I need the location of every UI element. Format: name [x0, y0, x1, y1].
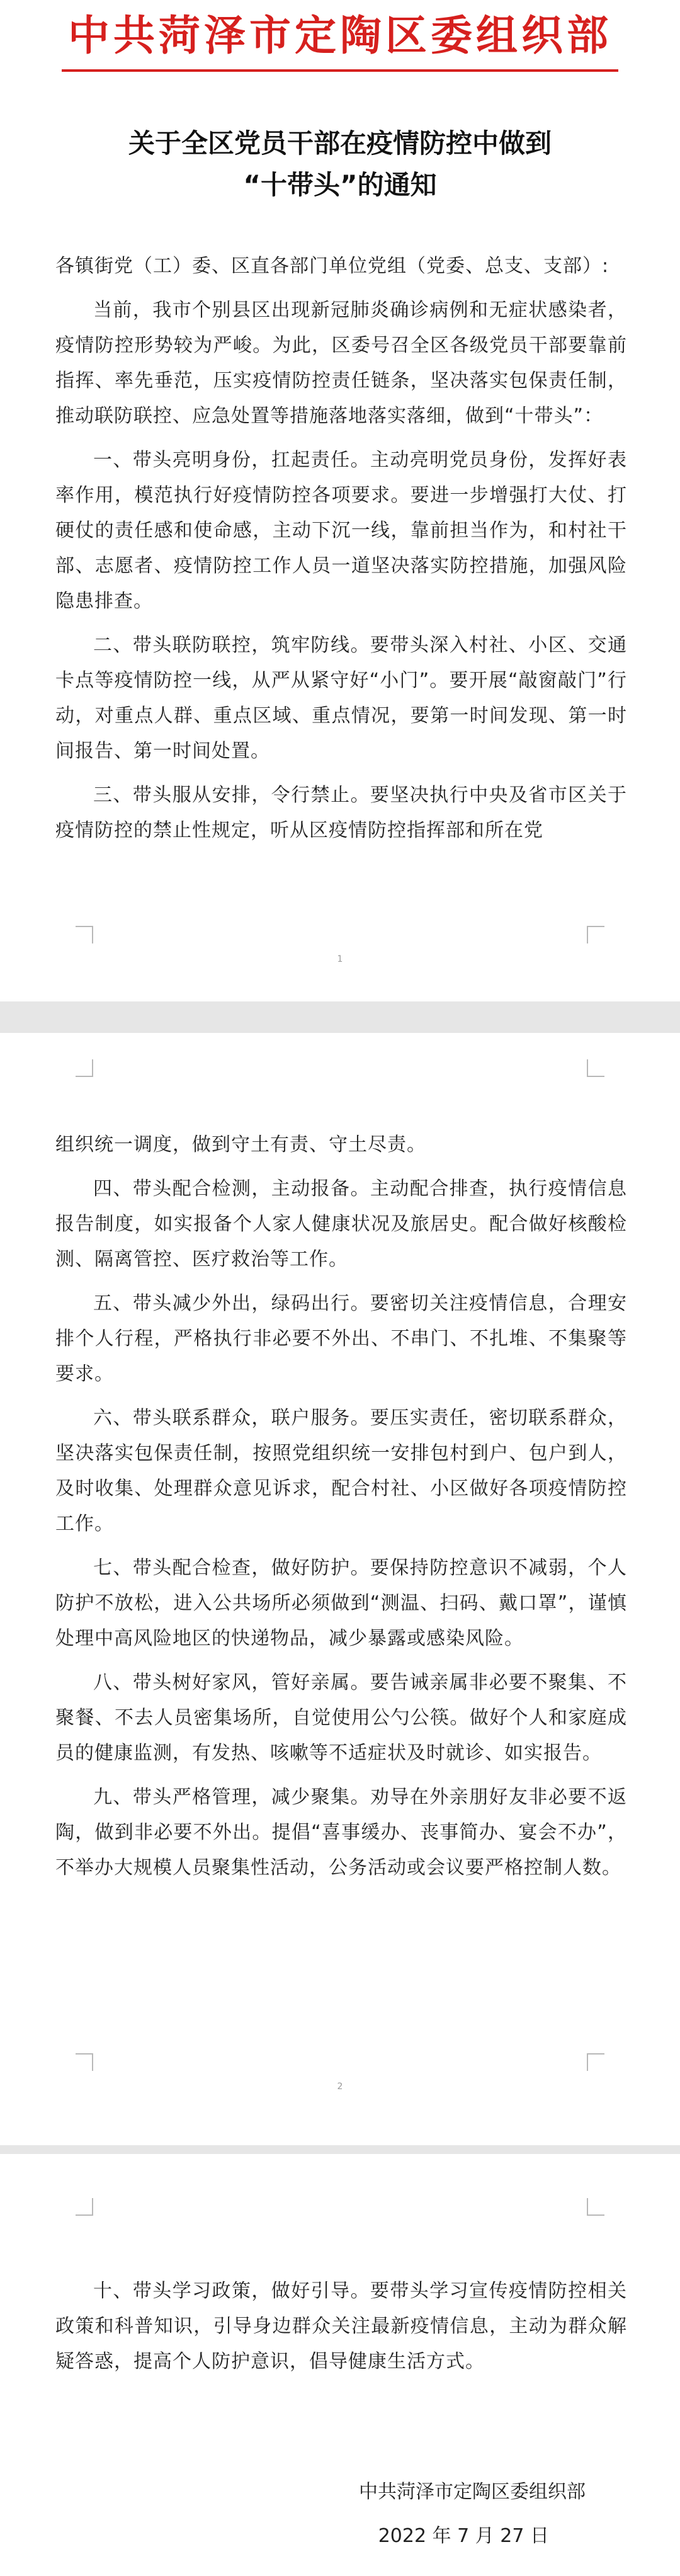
page-number: 2 — [337, 2082, 343, 2092]
document-body-page-3 — [55, 2274, 627, 2379]
title-line-1: 关于全区党员干部在疫情防控中做到 — [128, 128, 552, 159]
item-paragraph: 一、带头亮明身份，扛起责任。主动亮明党员身份，发挥好表率作用，模范执行好疫情防控各项要求。要进一步增强打大仗、打硬仗的责任感和使命感，主动下沉一线，靠前担当作为，和村社干部、志愿者、疫情防控工作人员一道坚决落实防控措施，加强风险隐患排查。 — [55, 449, 627, 612]
salutation: 各镇街党（工）委、区直各部门单位党组（党委、总支、支部）: — [55, 255, 609, 277]
title-line-2: “十带头”的通知 — [243, 169, 437, 200]
item-paragraph: 五、带头减少外出，绿码出行。要密切关注疫情信息，合理安排个人行程，严格执行非必要不外出、不串门、不扎堆、不集聚等要求。 — [55, 1292, 627, 1385]
intro-paragraph: 当前，我市个别县区出现新冠肺炎确诊病例和无症状感染者，疫情防控形势较为严峻。为此，区委号召全区各级党员干部要靠前指挥、率先垂范，压实疫情防控责任链条，坚决落实包保责任制，推动联防联控、应急处置等措施落地落实落细，做到“十带头”： — [55, 299, 627, 427]
page-corner-mark — [587, 1059, 604, 1077]
document-body-page-1 — [55, 249, 627, 848]
page-corner-mark — [76, 2198, 93, 2216]
page-corner-mark — [587, 2198, 604, 2216]
page-corner-mark — [76, 926, 93, 943]
org-header: 中共菏泽市定陶区委组织部 — [68, 11, 612, 60]
item-paragraph: 二、带头联防联控，筑牢防线。要带头深入村社、小区、交通卡点等疫情防控一线，从严从紧守好“小门”。要开展“敲窗敲门”行动，对重点人群、重点区域、重点情况，要第一时间发现、第一时间报告、第一时间处置。 — [55, 634, 627, 762]
page-corner-mark — [76, 1059, 93, 1077]
page-corner-mark — [76, 2053, 93, 2071]
signature-organization: 中共菏泽市定陶区委组织部 — [359, 2481, 586, 2503]
item-paragraph: 四、带头配合检测，主动报备。主动配合排查，执行疫情信息报告制度，如实报备个人家人健康状况及旅居史。配合做好核酸检测、隔离管控、医疗救治等工作。 — [55, 1178, 627, 1270]
page-number: 1 — [337, 954, 343, 964]
signature-date: 2022 年 7 月 27 日 — [378, 2525, 549, 2547]
item-paragraph: 八、带头树好家风，管好亲属。要告诫亲属非必要不聚集、不聚餐、不去人员密集场所，自觉使用公勺公筷。做好个人和家庭成员的健康监测，有发热、咳嗽等不适症状及时就诊、如实报告。 — [55, 1672, 627, 1764]
red-divider-line — [62, 69, 618, 72]
item-paragraph: 十、带头学习政策，做好引导。要带头学习宣传疫情防控相关政策和科普知识，引导身边群众关注最新疫情信息，主动为群众解疑答惑，提高个人防护意识，倡导健康生活方式。 — [55, 2280, 627, 2373]
continuation-paragraph: 组织统一调度，做到守土有责、守土尽责。 — [55, 1134, 426, 1156]
document-title — [0, 123, 680, 206]
document-body-page-2 — [55, 1127, 627, 1886]
page-corner-mark — [587, 2053, 604, 2071]
page-corner-mark — [587, 926, 604, 943]
item-paragraph: 七、带头配合检查，做好防护。要保持防控意识不减弱，个人防护不放松，进入公共场所必须做到“测温、扫码、戴口罩”，谨慎处理中高风险地区的快递物品，减少暴露或感染风险。 — [55, 1557, 627, 1650]
item-paragraph: 三、带头服从安排，令行禁止。要坚决执行中央及省市区关于疫情防控的禁止性规定，听从区疫情防控指挥部和所在党 — [55, 784, 627, 841]
item-paragraph: 九、带头严格管理，减少聚集。劝导在外亲朋好友非必要不返陶，做到非必要不外出。提倡“喜事缓办、丧事简办、宴会不办”，不举办大规模人员聚集性活动，公务活动或会议要严格控制人数。 — [55, 1786, 627, 1879]
item-paragraph: 六、带头联系群众，联户服务。要压实责任，密切联系群众，坚决落实包保责任制，按照党组织统一安排包村到户、包户到人，及时收集、处理群众意见诉求，配合村社、小区做好各项疫情防控工作。 — [55, 1407, 627, 1535]
